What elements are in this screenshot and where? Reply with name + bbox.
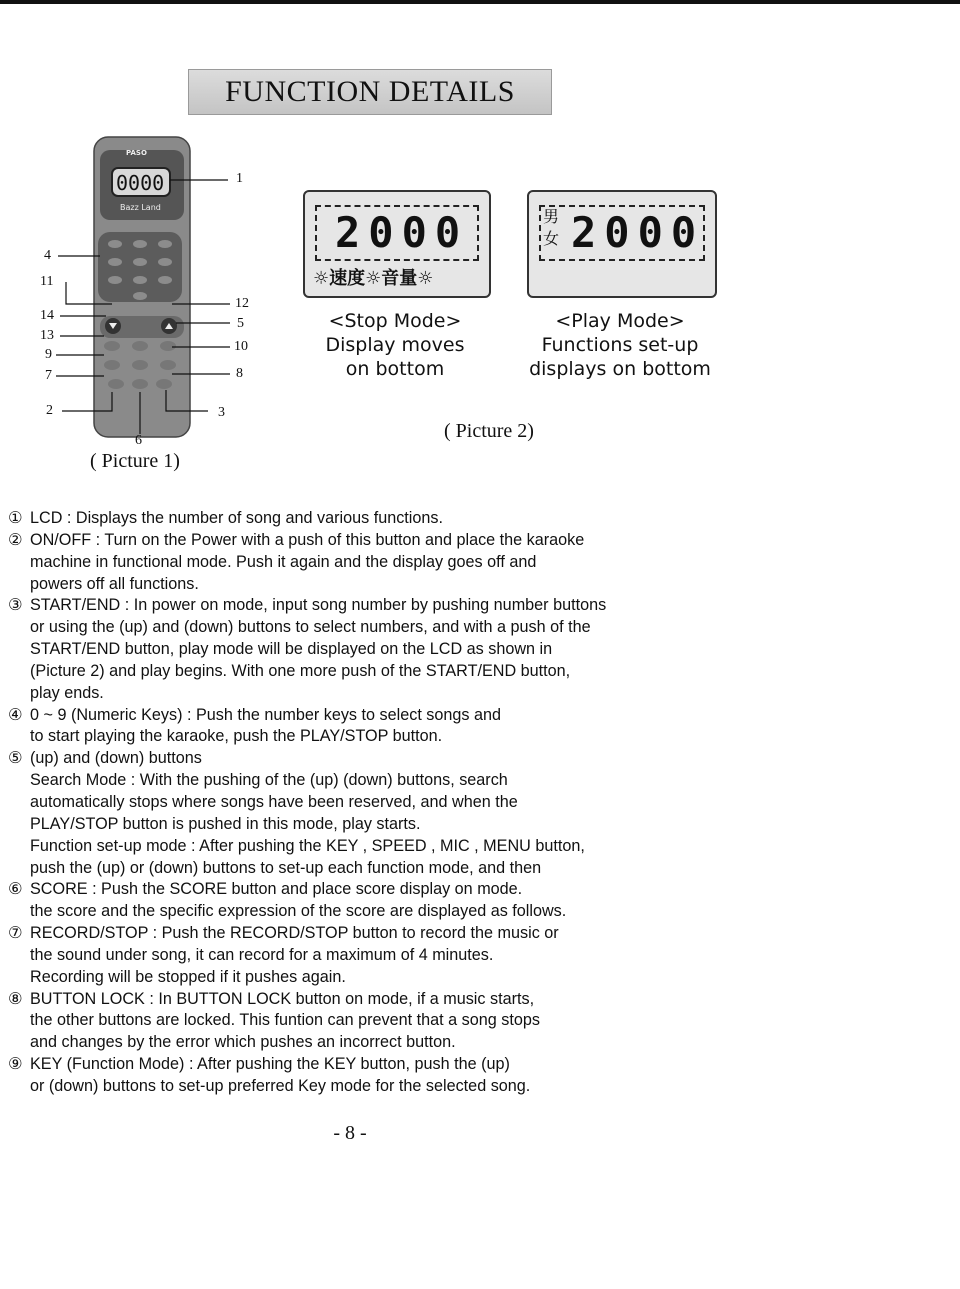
- list-item: [8, 923, 948, 989]
- page-number: - 8 -: [333, 1122, 367, 1144]
- item-number: ③: [8, 596, 23, 615]
- item-text: RECORD/STOP : Push the RECORD/STOP button to record the music or the sound under song, it can record for a maximum of 4 minutes. Recording will be stopped if it pushes again.: [30, 924, 559, 986]
- list-item: [8, 595, 948, 704]
- item-text: START/END : In power on mode, input song number by pushing number buttons or using the (up) and (down) buttons to select numbers, and with a push of the START/END button, play mode will be displayed on the LCD as shown in (Picture 2) and play begins. With one more push of the START/END button, play ends.: [30, 596, 607, 702]
- item-text: SCORE : Push the SCORE button and place score display on mode. the score and the specific expression of the score are displayed as follows.: [30, 880, 567, 921]
- callout-1: 1: [236, 171, 243, 186]
- callout-4: 4: [44, 248, 51, 263]
- callout-2: 2: [46, 403, 53, 418]
- play-mode-line-2: Functions set-up: [541, 334, 699, 356]
- stop-mode-indicators: ☼速度☼音量☼: [313, 268, 434, 289]
- list-item: [8, 748, 948, 879]
- item-number: ⑦: [8, 924, 23, 943]
- page-title: FUNCTION DETAILS: [188, 69, 552, 115]
- list-item: [8, 989, 948, 1055]
- item-number: ⑥: [8, 880, 23, 899]
- callout-9: 9: [45, 347, 52, 362]
- play-mode-digits: 2000: [571, 208, 705, 257]
- remote-brand: PASO: [126, 149, 147, 157]
- list-item: [8, 879, 948, 923]
- gender-male: 男: [543, 207, 560, 226]
- callout-13: 13: [40, 328, 54, 343]
- function-list: [8, 508, 948, 1098]
- remote-drawing: [0, 0, 300, 480]
- list-item: [8, 705, 948, 749]
- item-number: ②: [8, 530, 23, 549]
- callout-8: 8: [236, 366, 243, 381]
- stop-mode-line-2: Display moves: [325, 334, 465, 356]
- list-item: [8, 1054, 948, 1098]
- callout-11: 11: [40, 274, 54, 289]
- gender-indicator: [543, 206, 559, 250]
- item-text: 0 ~ 9 (Numeric Keys) : Push the number keys to select songs and to start playing the karaoke, push the PLAY/STOP button.: [30, 705, 502, 746]
- callout-12: 12: [235, 296, 249, 311]
- play-mode-caption: [510, 309, 730, 381]
- callout-14: 14: [40, 308, 54, 323]
- gender-female: 女: [543, 229, 560, 248]
- stop-mode-display: [303, 190, 491, 298]
- list-item: [8, 508, 948, 530]
- item-number: ①: [8, 509, 23, 527]
- callout-3: 3: [218, 405, 225, 420]
- item-text: ON/OFF : Turn on the Power with a push of this button and place the karaoke machine in functional mode. Push it again and the display goes off and powers off all functions.: [30, 530, 585, 593]
- play-mode-title: <Play Mode>: [555, 310, 685, 332]
- play-mode-display: [527, 190, 717, 298]
- remote-model: Bazz Land: [120, 203, 161, 212]
- callout-10: 10: [234, 339, 248, 354]
- item-number: ⑨: [8, 1055, 23, 1074]
- play-mode-line-3: displays on bottom: [529, 358, 711, 380]
- picture-1-caption: ( Picture 1): [90, 450, 180, 472]
- remote-lcd-digits: 0000: [116, 171, 165, 195]
- stop-mode-caption: [285, 309, 505, 381]
- stop-mode-title: <Stop Mode>: [328, 310, 462, 332]
- item-number: ⑧: [8, 989, 23, 1008]
- callout-6: 6: [135, 433, 142, 448]
- stop-mode-line-3: on bottom: [345, 358, 445, 380]
- item-text: KEY (Function Mode) : After pushing the KEY button, push the (up) or (down) buttons to set-up preferred Key mode for the selected song.: [30, 1055, 531, 1095]
- item-number: ④: [8, 705, 23, 724]
- callout-7: 7: [45, 368, 52, 383]
- item-text: (up) and (down) buttons Search Mode : With the pushing of the (up) (down) buttons, search automatically stops where songs have been reserved, and when the PLAY/STOP button is pushed in this mode, play starts. Function set-up mode : After pushing the KEY , SPEED , MIC , MENU button, push the (up) or (down) buttons to set-up each function mode, and then: [30, 749, 585, 877]
- picture-2-caption: ( Picture 2): [444, 420, 534, 442]
- callout-5: 5: [237, 316, 244, 331]
- lower-keys: [104, 341, 176, 389]
- list-item: [8, 530, 948, 596]
- item-text: LCD : Displays the number of song and various functions.: [30, 509, 443, 527]
- item-number: ⑤: [8, 749, 23, 768]
- item-text: BUTTON LOCK : In BUTTON LOCK button on mode, if a music starts, the other buttons are locked. This funtion can prevent that a song stops and changes by the error which pushes an incorrect button.: [30, 989, 540, 1052]
- stop-mode-digits: 2000: [335, 208, 469, 257]
